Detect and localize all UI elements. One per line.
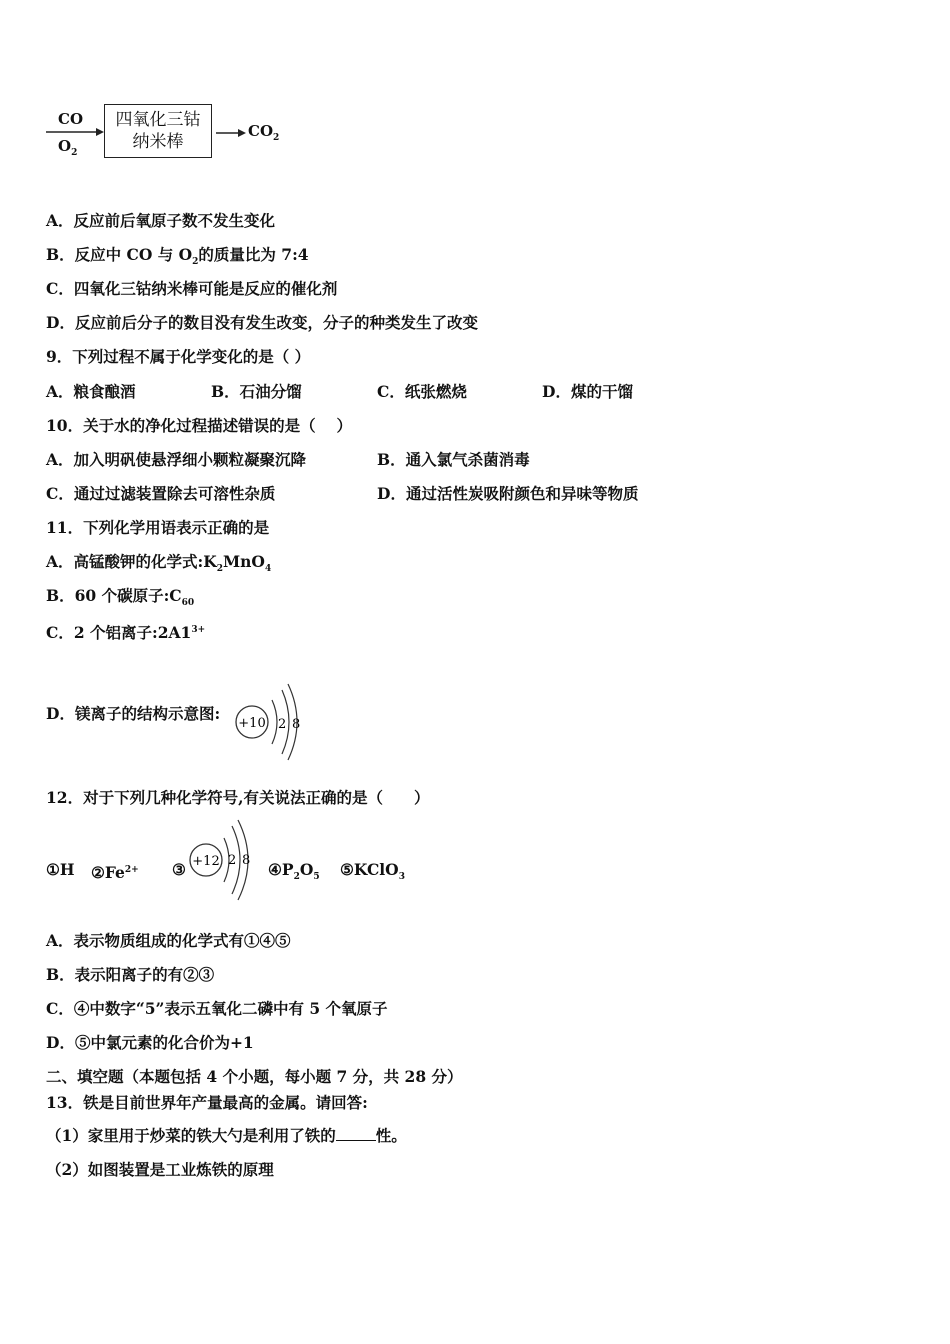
q10-option-b: B．通入氯气杀菌消毒 [377, 450, 530, 469]
q10-stem: 10．关于水的净化过程描述错误的是（ ） [46, 416, 352, 435]
q8-option-b: B．反应中 CO 与 $O_2$的质量比为 7:4 [46, 245, 309, 268]
q11-option-a: A．高锰酸钾的化学式$:K_2MnO_4$ [46, 552, 272, 575]
answer-blank[interactable] [336, 1126, 376, 1141]
q12-shell1-label: 2 [228, 853, 237, 868]
q11-stem: 11．下列化学用语表示正确的是 [46, 518, 270, 537]
q12-symbol-2: $②Fe^{2+}$ [91, 863, 139, 883]
q8-option-d: D．反应前后分子的数目没有发生改变，分子的种类发生了改变 [46, 313, 478, 332]
q10-option-d: D．通过活性炭吸附颜色和异味等物质 [377, 484, 639, 503]
mg-shell1-label: 2 [278, 717, 287, 732]
section-heading: 二、填空题（本题包括 4 个小题，每小题 7 分，共 28 分） [46, 1067, 463, 1086]
q12-shell2-label: 8 [242, 853, 251, 868]
q9-option-a: A．粮食酿酒 [46, 382, 136, 401]
q13-part1: （1）家里用于炒菜的铁大勺是利用了铁的 性。 [46, 1126, 407, 1145]
q11-option-d: D．镁离子的结构示意图: [46, 704, 221, 723]
q11-option-b: B．60 个碳原子$:C_{60}$ [46, 586, 195, 609]
q9-option-b: B．石油分馏 [211, 382, 302, 401]
q12-option-c: C．④中数字“5”表示五氧化二磷中有 5 个氧原子 [46, 999, 388, 1018]
q12-option-a: A．表示物质组成的化学式有①④⑤ [46, 931, 291, 950]
catalyst-box: 四氧化三钴 纳米棒 [104, 104, 212, 158]
product-co2: $CO_2$ [248, 122, 280, 143]
mg-ion-structure-diagram [232, 680, 312, 764]
q12-stem: 12．对于下列几种化学符号,有关说法正确的是（ ） [46, 788, 430, 807]
q12-symbol-4: $④P_2O_5$ [268, 860, 320, 883]
q10-option-c: C．通过过滤装置除去可溶性杂质 [46, 484, 276, 503]
q12-symbol-3: ③ [172, 860, 186, 879]
reactant-co: CO [58, 110, 84, 128]
q12-symbol-1: ①H [46, 860, 75, 879]
q9-stem: 9．下列过程不属于化学变化的是（ ） [46, 347, 311, 366]
mg-shell2-label: 8 [292, 717, 301, 732]
q11-option-c: C．2 个铝离子$:2A1^{3+}$ [46, 623, 206, 643]
q8-option-a: A．反应前后氧原子数不发生变化 [46, 211, 276, 230]
q12-atom-structure-diagram [186, 818, 266, 902]
q12-nucleus-label: +12 [192, 854, 220, 869]
q10-option-a: A．加入明矾使悬浮细小颗粒凝聚沉降 [46, 450, 307, 469]
q13-part2: （2）如图装置是工业炼铁的原理 [46, 1160, 274, 1179]
q8-option-c: C．四氧化三钴纳米棒可能是反应的催化剂 [46, 279, 338, 298]
reaction-diagram [44, 100, 304, 170]
q13-stem: 13．铁是目前世界年产量最高的金属。请回答: [46, 1093, 368, 1112]
q12-option-b: B．表示阳离子的有②③ [46, 965, 215, 984]
mg-nucleus-label: +10 [238, 716, 266, 731]
q9-option-d: D．煤的干馏 [542, 382, 633, 401]
q12-symbol-5: ⑤KClO$_3$ [340, 860, 405, 883]
q9-option-c: C．纸张燃烧 [377, 382, 467, 401]
q12-option-d: D．⑤中氯元素的化合价为+1 [46, 1033, 254, 1052]
reactant-o2: $O_2$ [58, 137, 78, 158]
